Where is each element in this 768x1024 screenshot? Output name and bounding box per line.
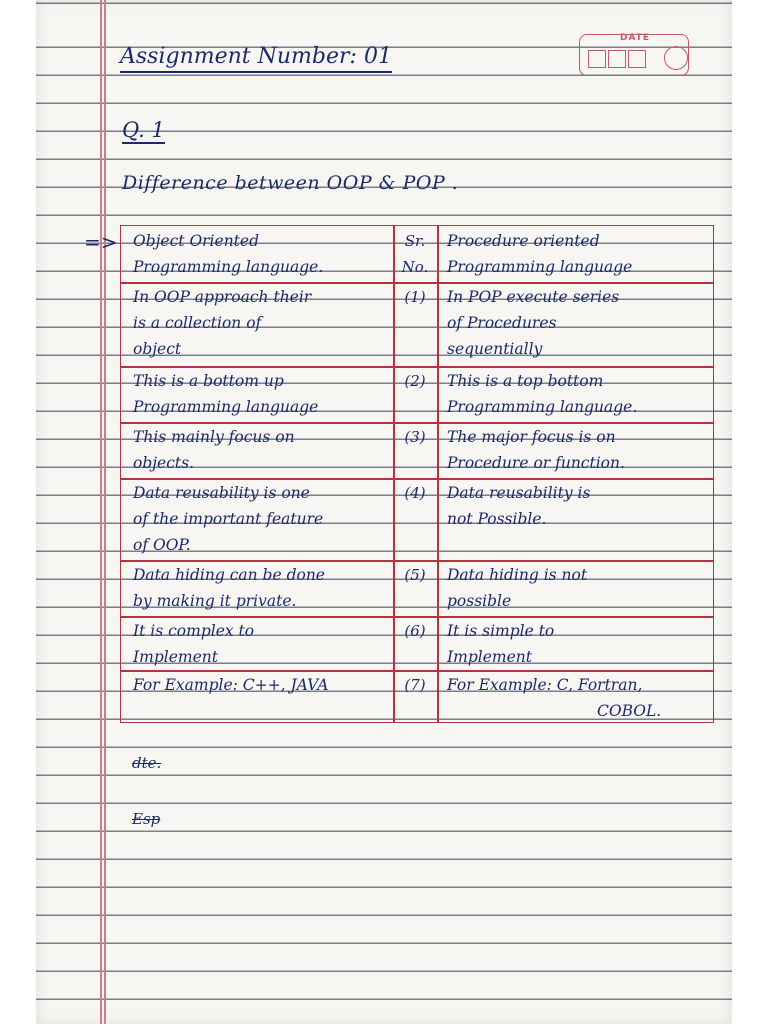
margin-line bbox=[104, 0, 106, 1024]
column-divider bbox=[437, 226, 439, 722]
pop-point-6: It is simple to Implement bbox=[447, 622, 555, 666]
pop-point-4: Data reusability is not Possible. bbox=[447, 484, 591, 528]
header-left: Object Oriented Programming language. bbox=[133, 232, 324, 276]
margin-line bbox=[100, 0, 102, 1024]
oop-point-4: Data reusability is one of the important feature of OOP. bbox=[133, 484, 324, 554]
date-circle bbox=[664, 46, 688, 70]
row-number-2: (2) bbox=[404, 372, 426, 390]
row-number-3: (3) bbox=[404, 428, 426, 446]
date-label: DATE bbox=[620, 33, 651, 43]
oop-point-2: This is a bottom up Programming language bbox=[133, 372, 319, 416]
oop-point-3: This mainly focus on objects. bbox=[133, 428, 295, 472]
header-right: Procedure oriented Programming language bbox=[447, 232, 633, 276]
oop-point-6: It is complex to Implement bbox=[133, 622, 255, 666]
date-cell bbox=[588, 50, 606, 68]
date-cell bbox=[628, 50, 646, 68]
row-number-5: (5) bbox=[404, 566, 426, 584]
oop-point-1: In OOP approach their is a collection of object bbox=[133, 288, 312, 358]
pop-point-5: Data hiding is not possible bbox=[447, 566, 588, 610]
arrow-marker: => bbox=[84, 230, 118, 254]
row-number-7: (7) bbox=[404, 676, 426, 694]
question-heading: Difference between OOP & POP . bbox=[122, 172, 459, 194]
pop-point-1: In POP execute series of Procedures sequentially bbox=[447, 288, 620, 358]
oop-point-7: For Example: C++, JAVA bbox=[133, 676, 329, 694]
comparison-table bbox=[120, 225, 714, 723]
pop-point-7: For Example: C, Fortran, COBOL. bbox=[447, 676, 662, 720]
date-box bbox=[579, 34, 689, 76]
signature-mark: Esp bbox=[132, 810, 161, 828]
question-number: Q. 1 bbox=[122, 118, 165, 142]
row-number-4: (4) bbox=[404, 484, 426, 502]
oop-point-5: Data hiding can be done by making it private. bbox=[133, 566, 325, 610]
date-cell bbox=[608, 50, 626, 68]
pop-point-2: This is a top bottom Programming language. bbox=[447, 372, 638, 416]
header-sr: Sr. No. bbox=[401, 232, 429, 276]
signature-mark: dte. bbox=[132, 754, 162, 772]
row-number-1: (1) bbox=[404, 288, 426, 306]
row-number-6: (6) bbox=[404, 622, 426, 640]
pop-point-3: The major focus is on Procedure or function. bbox=[447, 428, 625, 472]
assignment-title: Assignment Number: 01 bbox=[120, 44, 392, 69]
